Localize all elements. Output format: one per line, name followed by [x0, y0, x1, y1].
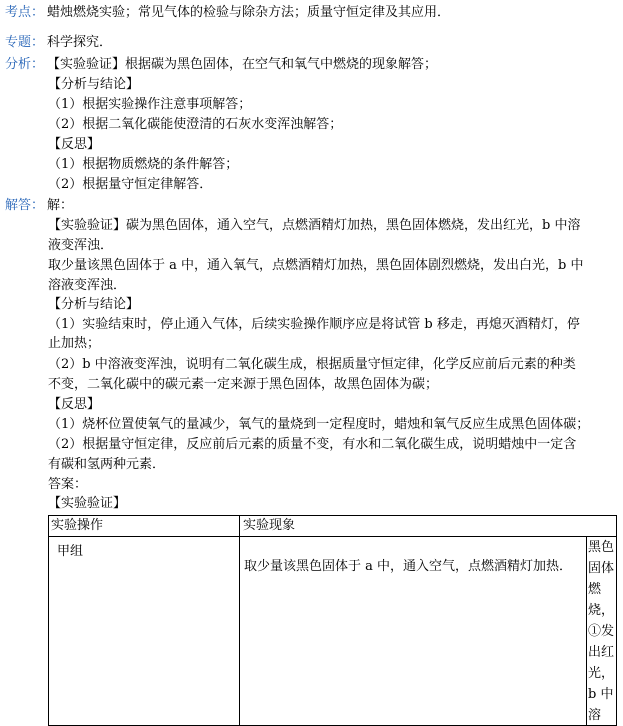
kaodian-text: 蜡烛燃烧实验；常见气体的检验与除杂方法；质量守恒定律及其应用． [47, 5, 451, 20]
jieda-line: 【反思】 [48, 397, 101, 412]
fenxi-line: 【分析与结论】 [48, 77, 140, 92]
fenxi-line: （1）根据实验操作注意事项解答； [48, 97, 252, 112]
zhuanti-row [5, 33, 619, 53]
jieda-row [5, 196, 619, 216]
answer-label: 答案： [48, 477, 88, 492]
fenxi-row [5, 55, 619, 75]
fenxi-label: 分析： [5, 57, 45, 72]
jieda-line: 止加热； [48, 336, 101, 351]
table-group-label: 甲组 [57, 544, 84, 559]
answer-section-title: 【实验验证】 [48, 496, 127, 511]
jieda-line: （1）烧杯位置使氧气的量减少，氧气的量烧到一定程度时，蜡烛和氧气反应生成黑色固体碳； [48, 417, 590, 432]
table-operation-text: 取少量该黑色固体于 a 中，通入空气，点燃酒精灯加热． [244, 559, 573, 574]
jieda-line: 不变，二氧化碳中的碳元素一定来源于黑色固体，故黑色固体为碳； [48, 377, 439, 392]
fenxi-line: 【反思】 [48, 137, 101, 152]
jieda-line: 取少量该黑色固体于 a 中，通入氧气，点燃酒精灯加热，黑色固体剧烈燃烧，发出白光，b 中 [48, 258, 584, 273]
table-group-cell [48, 536, 240, 726]
jieda-line: 【分析与结论】 [48, 297, 140, 312]
table-header-phenomenon: 实验现象 [239, 515, 617, 537]
fenxi-line: （1）根据物质燃烧的条件解答； [48, 157, 239, 172]
answer-table [48, 515, 616, 723]
table-phenomenon-cell: 黑色固体燃烧，①发出红光，b 中溶 [586, 536, 617, 726]
fenxi-line-0: 【实验验证】根据碳为黑色固体，在空气和氧气中燃烧的现象解答； [47, 57, 438, 72]
jieda-line: （2）b 中溶液变浑浊，说明有二氧化碳生成，根据质量守恒定律，化学反应前后元素的种类 [48, 357, 576, 372]
jieda-line: （2）根据量守恒定律，反应前后元素的质量不变，有水和二氧化碳生成，说明蜡烛中一定含 [48, 437, 577, 452]
kaodian-row [5, 3, 619, 23]
table-operation-cell [239, 536, 587, 726]
jieda-line: （1）实验结束时，停止通入气体，后续实验操作顺序应是将试管 b 移走，再熄灭酒精灯，停 [48, 317, 580, 332]
jieda-line: 液变浑浊． [48, 238, 114, 253]
jieda-line: 溶液变浑浊． [48, 278, 127, 293]
fenxi-line: （2）根据量守恒定律解答． [48, 177, 213, 192]
jieda-label: 解答： [5, 198, 45, 213]
jieda-first: 解： [47, 198, 74, 213]
table-header-operation: 实验操作 [48, 515, 240, 537]
zhuanti-text: 科学探究． [47, 35, 113, 50]
jieda-line: 【实验验证】碳为黑色固体，通入空气，点燃酒精灯加热，黑色固体燃烧，发出红光，b 中溶 [48, 218, 581, 233]
zhuanti-label: 专题： [5, 35, 45, 50]
kaodian-label: 考点： [5, 5, 45, 20]
jieda-line: 有碳和氢两种元素． [48, 457, 166, 472]
fenxi-line: （2）根据二氧化碳能使澄清的石灰水变浑浊解答； [48, 117, 343, 132]
